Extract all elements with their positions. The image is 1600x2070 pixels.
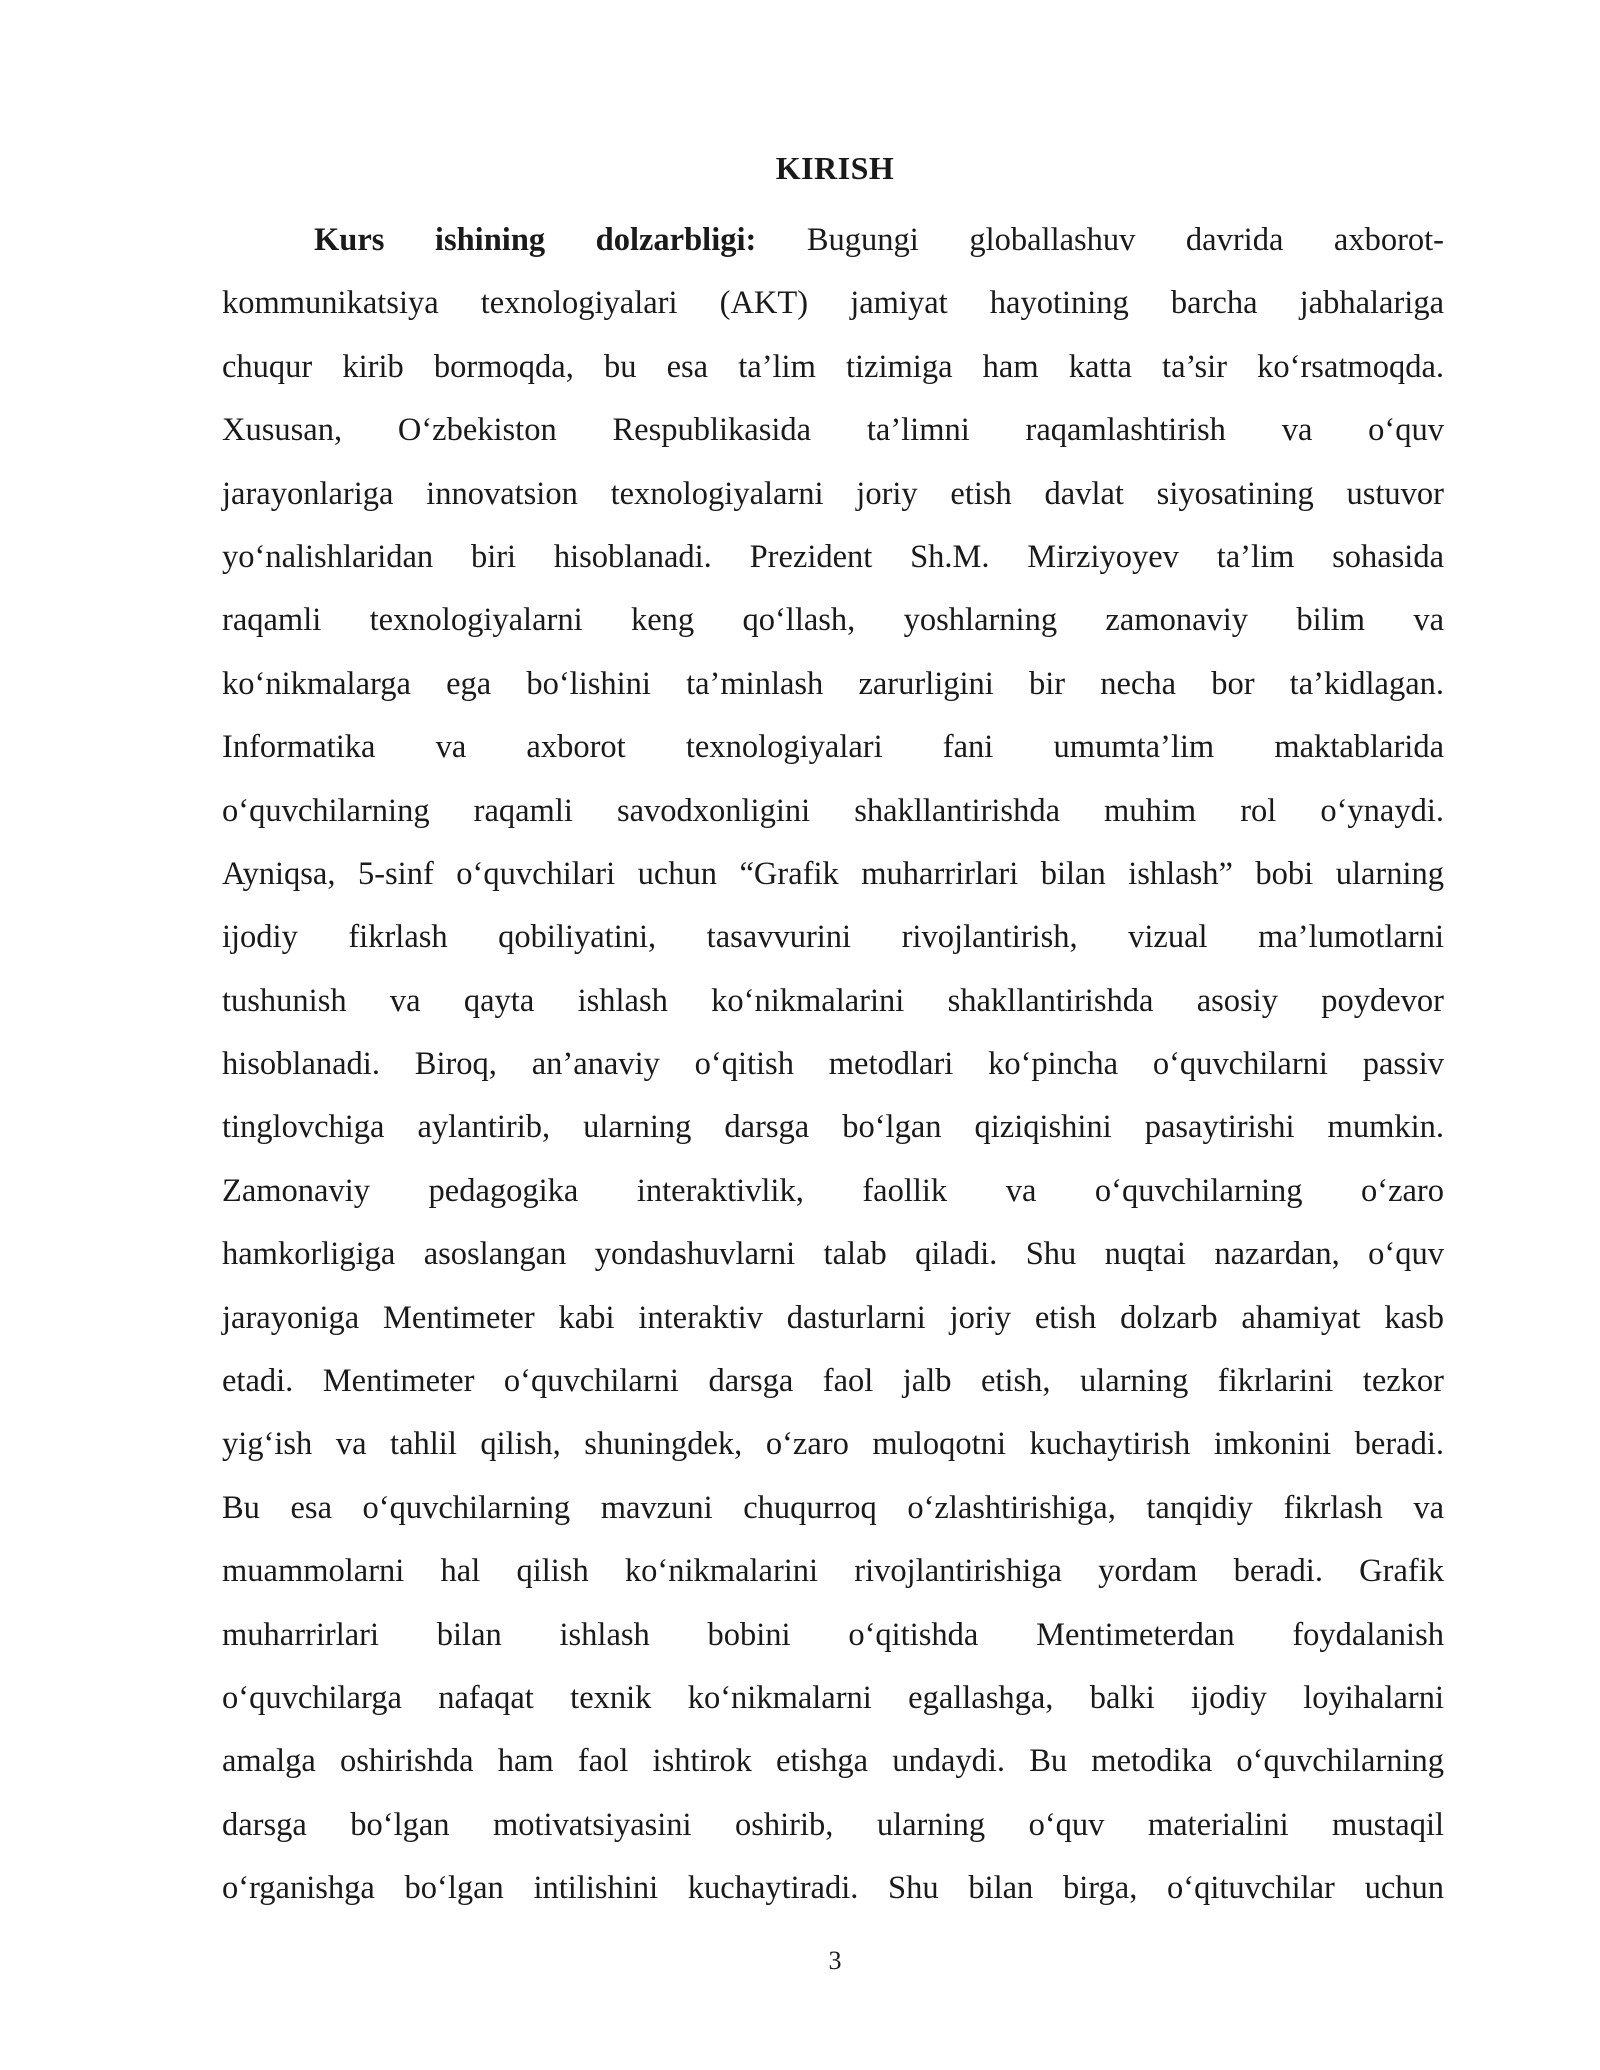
paragraph-line: jarayonlariga innovatsion texnologiyalarni joriy etish davlat siyosatining ustuvor xyxy=(222,475,1444,512)
body-paragraph xyxy=(222,209,1444,1921)
paragraph-line: o‘rganishga bo‘lgan intilishini kuchaytiradi. Shu bilan birga, o‘qituvchilar uchun xyxy=(222,1870,1444,1907)
paragraph-line: Ayniqsa, 5-sinf o‘quvchilari uchun “Grafik muharrirlari bilan ishlash” bobi ularning xyxy=(222,855,1444,892)
paragraph-line: raqamli texnologiyalarni keng qo‘llash, yoshlarning zamonaviy bilim va xyxy=(222,602,1444,639)
paragraph-line: jarayoniga Mentimeter kabi interaktiv dasturlarni joriy etish dolzarb ahamiyat kasb xyxy=(222,1299,1444,1336)
paragraph-line: muharrirlari bilan ishlash bobini o‘qitishda Mentimeterdan foydalanish xyxy=(222,1616,1444,1653)
paragraph-line: yo‘nalishlaridan biri hisoblanadi. Prezident Sh.M. Mirziyoyev ta’lim sohasida xyxy=(222,538,1444,575)
paragraph-line: darsga bo‘lgan motivatsiyasini oshirib, ularning o‘quv materialini mustaqil xyxy=(222,1806,1444,1843)
paragraph-line: Xususan, O‘zbekiston Respublikasida ta’limni raqamlashtirish va o‘quv xyxy=(222,412,1444,449)
section-heading: KIRISH xyxy=(775,150,895,186)
paragraph-line: yig‘ish va tahlil qilish, shuningdek, o‘zaro muloqotni kuchaytirish imkonini beradi. xyxy=(222,1426,1444,1463)
page-number: 3 xyxy=(828,1946,842,1975)
paragraph-line xyxy=(222,209,1444,272)
paragraph-line: amalga oshirishda ham faol ishtirok etishga undaydi. Bu metodika o‘quvchilarning xyxy=(222,1743,1444,1780)
paragraph-line: Informatika va axborot texnologiyalari fani umumta’lim maktablarida xyxy=(222,729,1444,766)
paragraph-line: kommunikatsiya texnologiyalari (AKT) jamiyat hayotining barcha jabhalariga xyxy=(222,285,1444,322)
paragraph-line: Bu esa o‘quvchilarning mavzuni chuqurroq o‘zlashtirishiga, tanqidiy fikrlash va xyxy=(222,1489,1444,1526)
paragraph-line: o‘quvchilarga nafaqat texnik ko‘nikmalarni egallashga, balki ijodiy loyihalarni xyxy=(222,1679,1444,1716)
paragraph-line: hisoblanadi. Biroq, an’anaviy o‘qitish metodlari ko‘pincha o‘quvchilarni passiv xyxy=(222,1046,1444,1083)
paragraph-line: o‘quvchilarning raqamli savodxonligini shakllantirishda muhim rol o‘ynaydi. xyxy=(222,792,1444,829)
paragraph-line-text: Bugungi globallashuv davrida axborot- xyxy=(806,222,1444,258)
paragraph-line: etadi. Mentimeter o‘quvchilarni darsga faol jalb etish, ularning fikrlarini tezkor xyxy=(222,1363,1444,1400)
paragraph-lead: Kurs ishining dolzarbligi: xyxy=(314,222,757,258)
paragraph-line: tushunish va qayta ishlash ko‘nikmalarini shakllantirishda asosiy poydevor xyxy=(222,982,1444,1019)
paragraph-line: chuqur kirib bormoqda, bu esa ta’lim tizimiga ham katta ta’sir ko‘rsatmoqda. xyxy=(222,348,1444,385)
paragraph-line: hamkorligiga asoslangan yondashuvlarni talab qiladi. Shu nuqtai nazardan, o‘quv xyxy=(222,1236,1444,1273)
paragraph-line: ijodiy fikrlash qobiliyatini, tasavvurini rivojlantirish, vizual ma’lumotlarni xyxy=(222,919,1444,956)
paragraph-line: Zamonaviy pedagogika interaktivlik, faollik va o‘quvchilarning o‘zaro xyxy=(222,1172,1444,1209)
paragraph-line: ko‘nikmalarga ega bo‘lishini ta’minlash zarurligini bir necha bor ta’kidlagan. xyxy=(222,665,1444,702)
paragraph-line: tinglovchiga aylantirib, ularning darsga bo‘lgan qiziqishini pasaytirishi mumkin. xyxy=(222,1109,1444,1146)
paragraph-line: muammolarni hal qilish ko‘nikmalarini rivojlantirishiga yordam beradi. Grafik xyxy=(222,1553,1444,1590)
